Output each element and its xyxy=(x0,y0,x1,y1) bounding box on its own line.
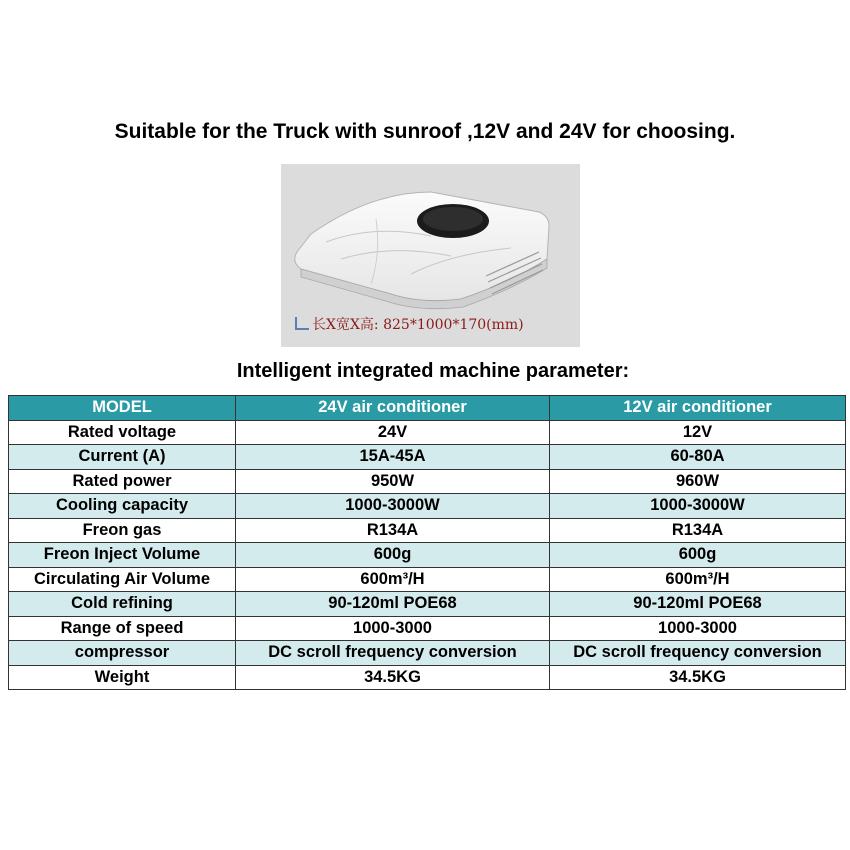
table-row xyxy=(9,469,846,494)
page-title: Suitable for the Truck with sunroof ,12V and 24V for choosing. xyxy=(114,120,736,143)
parameter-table xyxy=(8,395,846,690)
cell-24v: 1000-3000 xyxy=(236,616,550,641)
cell-24v: 600m³/H xyxy=(236,567,550,592)
table-row xyxy=(9,665,846,690)
row-label: Freon Inject Volume xyxy=(9,543,236,568)
header-24v: 24V air conditioner xyxy=(236,396,550,421)
table-row xyxy=(9,543,846,568)
section-subtitle: Intelligent integrated machine parameter: xyxy=(236,360,630,382)
row-label: Circulating Air Volume xyxy=(9,567,236,592)
cell-24v: 90-120ml POE68 xyxy=(236,592,550,617)
table-row xyxy=(9,445,846,470)
cell-12v: 600m³/H xyxy=(550,567,846,592)
cell-24v: 1000-3000W xyxy=(236,494,550,519)
cell-24v: 950W xyxy=(236,469,550,494)
row-label: Freon gas xyxy=(9,518,236,543)
cell-24v: 15A-45A xyxy=(236,445,550,470)
table-header-row xyxy=(9,396,846,421)
cell-12v: R134A xyxy=(550,518,846,543)
row-label: compressor xyxy=(9,641,236,666)
row-label: Range of speed xyxy=(9,616,236,641)
cell-24v: DC scroll frequency conversion xyxy=(236,641,550,666)
cell-12v: 1000-3000 xyxy=(550,616,846,641)
row-label: Cooling capacity xyxy=(9,494,236,519)
cell-12v: 60-80A xyxy=(550,445,846,470)
row-label: Cold refining xyxy=(9,592,236,617)
chart-icon xyxy=(295,317,309,330)
cell-12v: 34.5KG xyxy=(550,665,846,690)
table-row xyxy=(9,592,846,617)
row-label: Current (A) xyxy=(9,445,236,470)
cell-12v: 600g xyxy=(550,543,846,568)
table-row xyxy=(9,420,846,445)
row-label: Weight xyxy=(9,665,236,690)
row-label: Rated voltage xyxy=(9,420,236,445)
row-label: Rated power xyxy=(9,469,236,494)
table-row xyxy=(9,641,846,666)
dimension-caption xyxy=(295,314,524,334)
cell-12v: 12V xyxy=(550,420,846,445)
table-row xyxy=(9,494,846,519)
cell-12v: DC scroll frequency conversion xyxy=(550,641,846,666)
cell-24v: 600g xyxy=(236,543,550,568)
cell-24v: 34.5KG xyxy=(236,665,550,690)
cell-24v: 24V xyxy=(236,420,550,445)
cell-12v: 90-120ml POE68 xyxy=(550,592,846,617)
header-model: MODEL xyxy=(9,396,236,421)
cell-24v: R134A xyxy=(236,518,550,543)
table-row xyxy=(9,567,846,592)
header-12v: 12V air conditioner xyxy=(550,396,846,421)
dimension-caption-text: 长X宽X高: 825*1000*170(mm) xyxy=(312,317,524,333)
table-row xyxy=(9,518,846,543)
table-row xyxy=(9,616,846,641)
cell-12v: 1000-3000W xyxy=(550,494,846,519)
cell-12v: 960W xyxy=(550,469,846,494)
product-image xyxy=(281,164,580,347)
